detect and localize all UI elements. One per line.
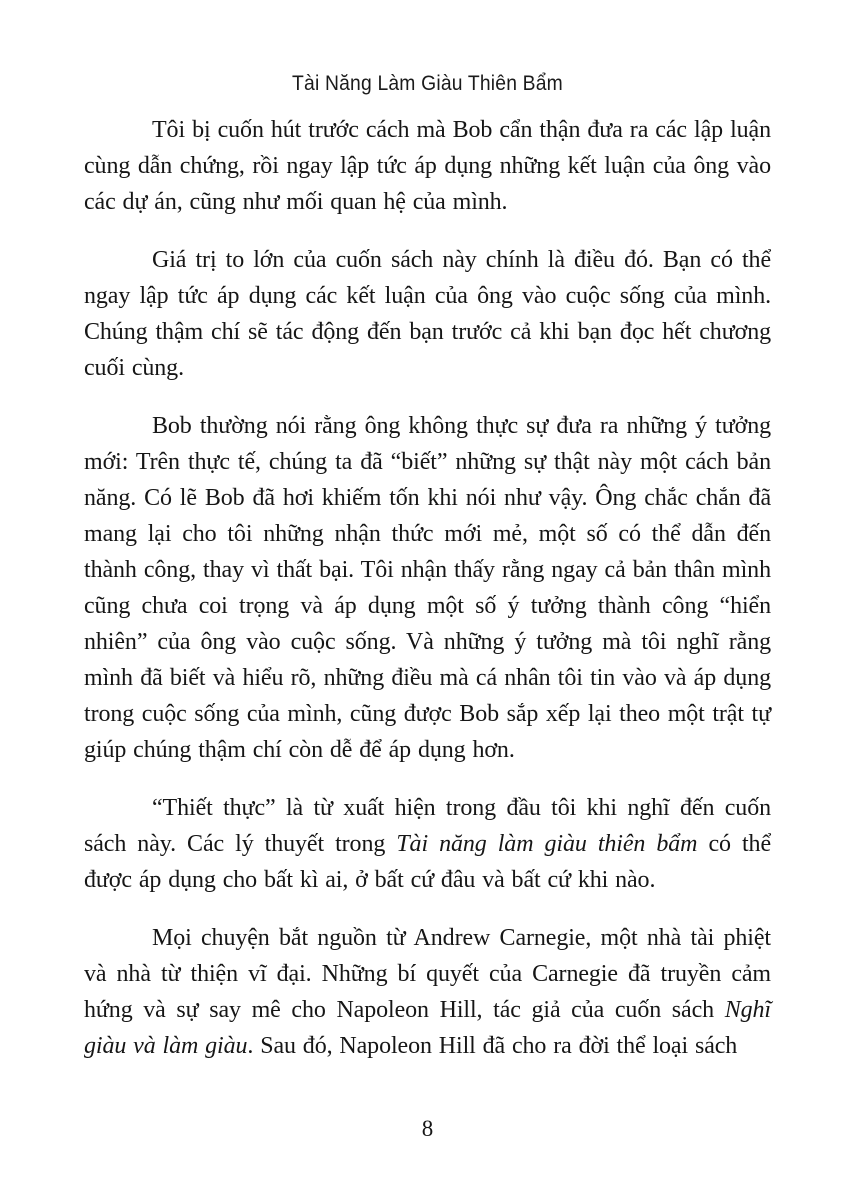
page-body: [84, 112, 771, 1064]
book-title-italic: Tài năng làm giàu thiên bẩm: [396, 831, 698, 857]
text-run: Giá trị to lớn của cuốn sách này chính là điều đó. Bạn có thể ngay lập tức áp dụng các kết luận của ông vào cuộc sống của mình. Chúng thậm chí sẽ tác động đến bạn trước cả khi bạn đọc hết chương cuối cùng.: [84, 247, 771, 381]
paragraph: [84, 242, 771, 386]
paragraph: [84, 920, 771, 1064]
paragraph: [84, 790, 771, 898]
paragraphs: [84, 112, 771, 1064]
page-number: 8: [421, 1116, 434, 1141]
running-header-title: Tài Năng Làm Giàu Thiên Bẩm: [292, 72, 563, 95]
text-run: “Thiết thực” là từ xuất hiện trong đầu tôi khi nghĩ đến cuốn sách này. Các lý thuyết trong: [84, 795, 771, 857]
text-run: có thể được áp dụng cho bất kì ai, ở bất cứ đâu và bất cứ khi nào.: [84, 831, 771, 893]
text-run: Bob thường nói rằng ông không thực sự đưa ra những ý tưởng mới: Trên thực tế, chúng ta đã “biết” những sự thật này một cách bản năng. Có lẽ Bob đã hơi khiếm tốn khi nói như vậy. Ông chắc chắn đã mang lại cho tôi những nhận thức mới mẻ, một số có thể dẫn đến thành công, thay vì thất bại. Tôi nhận thấy rằng ngay cả bản thân mình cũng chưa coi trọng và áp dụng một số ý tưởng thành công “hiển nhiên” của ông vào cuộc sống. Và những ý tưởng mà tôi nghĩ rằng mình đã biết và hiểu rõ, những điều mà cá nhân tôi tin vào và áp dụng trong cuộc sống của mình, cũng được Bob sắp xếp lại theo một trật tự giúp chúng thậm chí còn dễ để áp dụng hơn.: [84, 413, 771, 763]
text-run: Tôi bị cuốn hút trước cách mà Bob cẩn thận đưa ra các lập luận cùng dẫn chứng, rồi ngay lập tức áp dụng những kết luận của ông vào các dự án, cũng như mối quan hệ của mình.: [84, 117, 771, 215]
text-run: . Sau đó, Napoleon Hill đã cho ra đời thể loại sách: [247, 1033, 738, 1059]
book-title-italic: Nghĩ giàu và làm giàu: [84, 997, 771, 1059]
text-run: Mọi chuyện bắt nguồn từ Andrew Carnegie, một nhà tài phiệt và nhà từ thiện vĩ đại. Những bí quyết của Carnegie đã truyền cảm hứng và sự say mê cho Napoleon Hill, tác giả của cuốn sách: [84, 925, 771, 1023]
paragraph: [84, 112, 771, 220]
paragraph: [84, 408, 771, 768]
